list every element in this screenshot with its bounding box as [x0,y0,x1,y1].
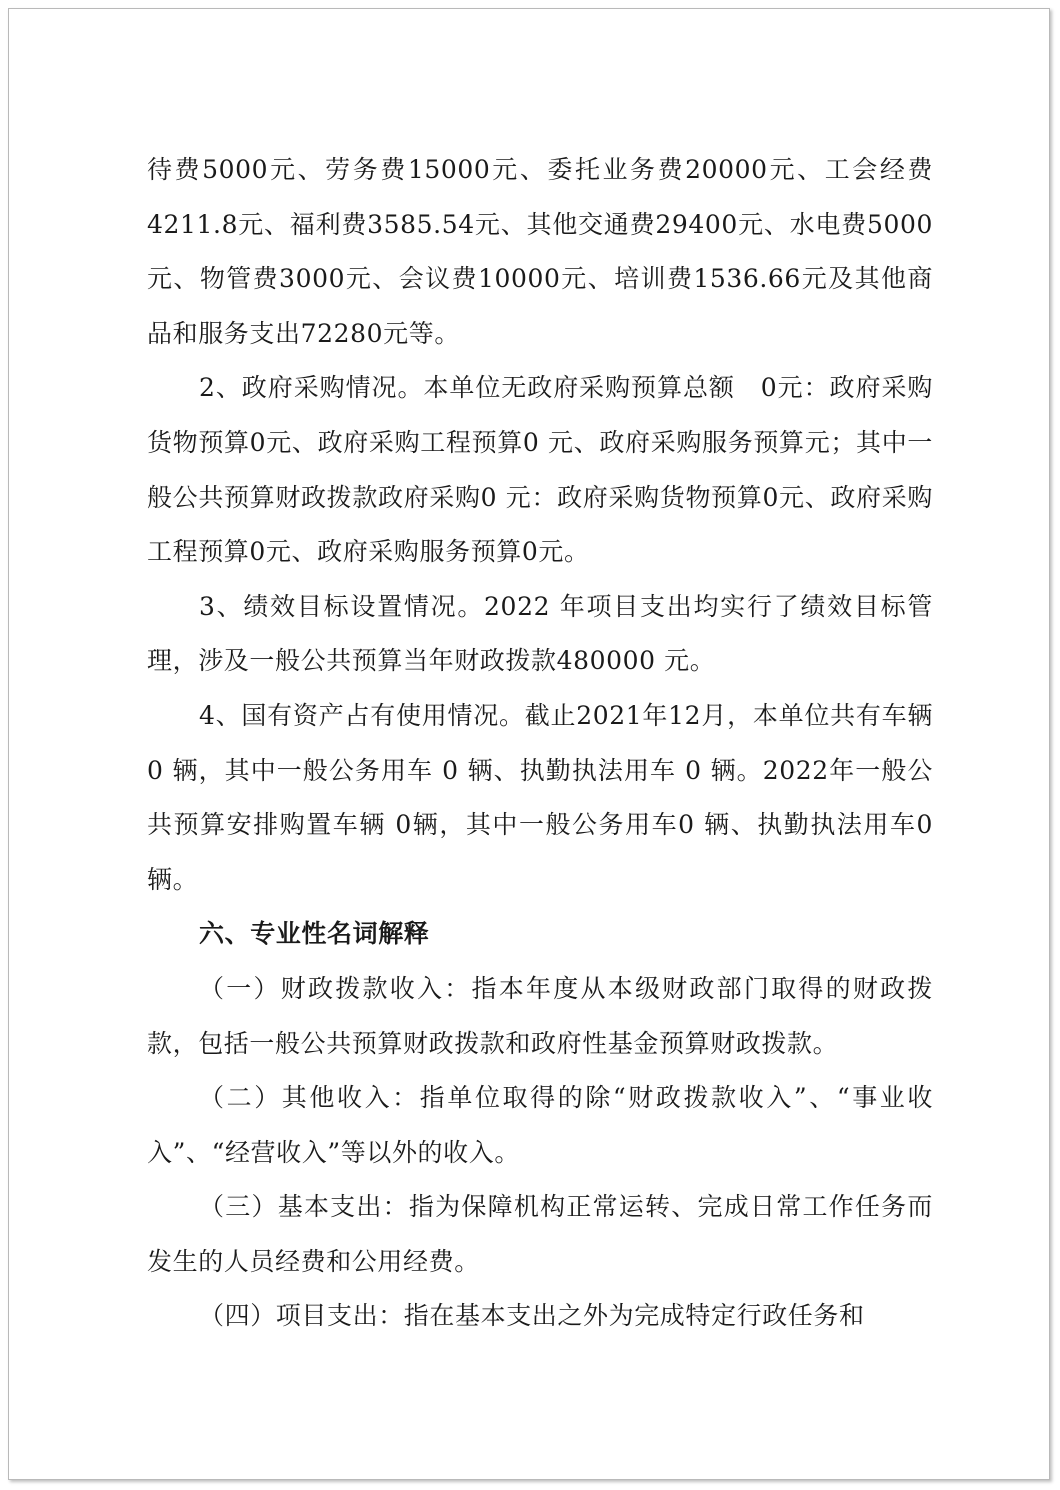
document-page [8,8,1050,1480]
paragraph-government-procurement: 2、政府采购情况。本单位无政府采购预算总额 0元：政府采购货物预算0元、政府采购工程预算0 元、政府采购服务预算元；其中一般公共预算财政拨款政府采购0 元：政府采购货物预算0元、政府采购工程预算0元、政府采购服务预算0元。 [147,373,933,567]
definition-fiscal-appropriation-income: （一）财政拨款收入：指本年度从本级财政部门取得的财政拨款，包括一般公共预算财政拨款和政府性基金预算财政拨款。 [147,973,933,1058]
paragraph-state-assets: 4、国有资产占有使用情况。截止2021年12月，本单位共有车辆 0 辆，其中一般公务用车 0 辆、执勤执法用车 0 辆。2022年一般公共预算安排购置车辆 0辆，其中一般公务用车0 辆、执勤执法用车0 辆。 [147,700,933,894]
definition-other-income: （二）其他收入：指单位取得的除“财政拨款收入”、“事业收入”、“经营收入”等以外的收入。 [147,1083,933,1167]
paragraph-performance-targets: 3、绩效目标设置情况。2022 年项目支出均实行了绩效目标管理，涉及一般公共预算当年财政拨款480000 元。 [147,591,933,676]
section-heading-terminology: 六、专业性名词解释 [199,919,430,949]
definition-basic-expenditure: （三）基本支出：指为保障机构正常运转、完成日常工作任务而发生的人员经费和公用经费。 [147,1192,933,1276]
document-body [147,143,933,1344]
definition-project-expenditure: （四）项目支出：指在基本支出之外为完成特定行政任务和 [199,1301,865,1331]
paragraph-expense-details: 待费5000元、劳务费15000元、委托业务费20000元、工会经费4211.8元、福利费3585.54元、其他交通费29400元、水电费5000元、物管费3000元、会议费10000元、培训费1536.66元及其他商品和服务支出72280元等。 [147,155,933,348]
